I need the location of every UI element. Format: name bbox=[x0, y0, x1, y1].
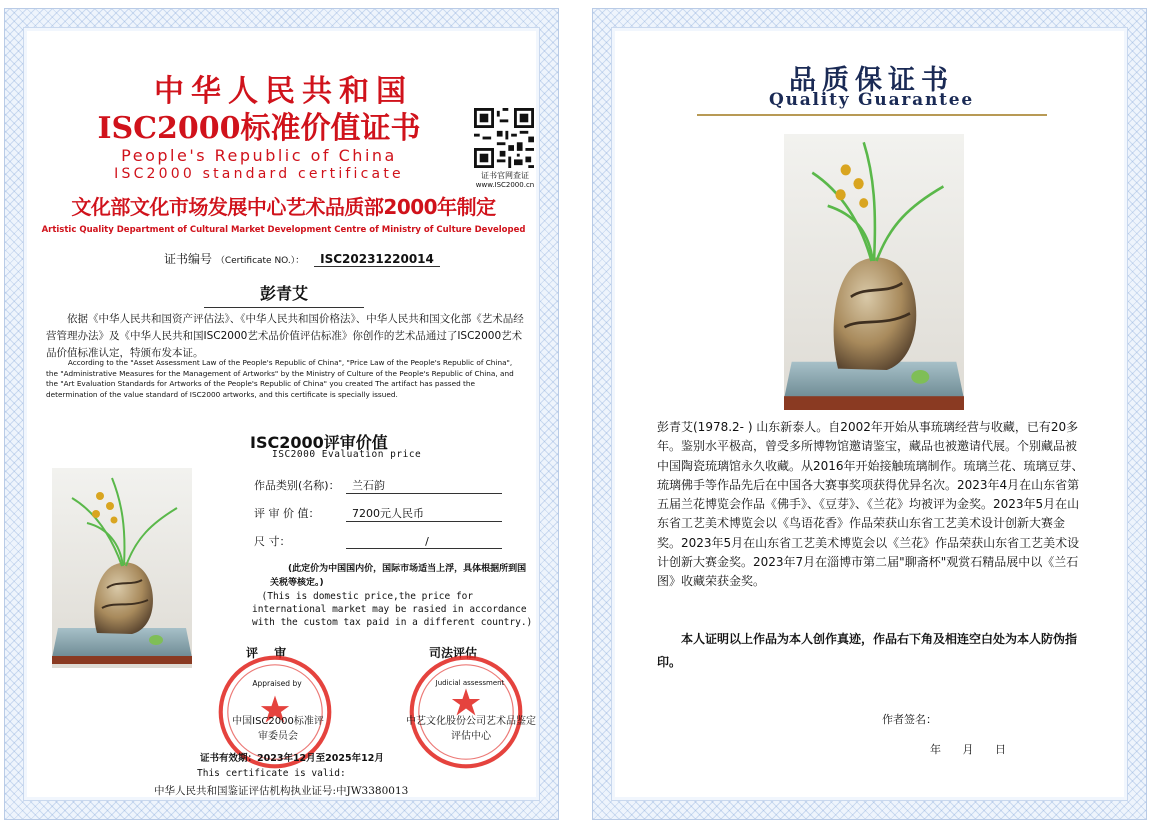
certificate-inner-panel bbox=[23, 27, 540, 801]
certificate-holder-name: 彭青艾 bbox=[204, 281, 364, 308]
field-label: 尺 寸： bbox=[254, 535, 291, 548]
certificate-number-label-en: （Certificate NO.）： bbox=[215, 256, 305, 266]
field-label: 评 审 价 值： bbox=[254, 507, 320, 520]
evaluation-title: ISC2000评审价值 bbox=[250, 433, 388, 452]
review-committee-name: 中国ISC2000标准评审委员会 bbox=[232, 716, 324, 742]
field-value: / bbox=[346, 535, 502, 549]
field-evaluated-value bbox=[254, 505, 502, 522]
certificate-number-value: ISC20231220014 bbox=[314, 252, 440, 267]
quality-guarantee-page bbox=[592, 8, 1147, 820]
price-note-en: (This is domestic price,the price for international market may be rasied in accordance with the custom tax paid in a different country.) bbox=[252, 591, 533, 628]
guarantee-title-cn: 品质保证书 bbox=[789, 65, 954, 96]
artwork-photo bbox=[52, 468, 192, 668]
authenticity-statement: 本人证明以上作品为本人创作真迹，作品右下角及相连空白处为本人防伪指印。 bbox=[657, 632, 1078, 669]
certificate-body-en: According to the "Asset Assessment Law of the People's Republic of China", "Price Law of the People's Republic of China", the "Administrative Measures for the Management of Artworks" by the Ministry of Culture of the People's Republic of China, and the "Art Evaluation Standards for Artworks of the People's Republic of China" you created The artifact has passed the determination of the value standard of ISC2000 artworks, and this certificate is specially issued. bbox=[46, 358, 514, 399]
field-dimensions bbox=[254, 533, 502, 549]
field-value: 7200元人民币 bbox=[346, 505, 502, 522]
field-label: 作品类别(名称)： bbox=[254, 479, 340, 492]
review-label: 评 审 bbox=[246, 646, 293, 660]
assessment-center-name: 中艺文化股份公司艺术品鉴定评估中心 bbox=[406, 716, 536, 742]
judicial-assessment-label: 司法评估 bbox=[429, 646, 478, 660]
title-divider bbox=[697, 114, 1047, 116]
date-label: 年 月 日 bbox=[930, 743, 1006, 756]
guarantee-title-en: Quality Guarantee bbox=[768, 90, 975, 110]
certificate-title-en: People's Republic of China bbox=[121, 146, 397, 165]
artwork-photo-large bbox=[784, 134, 964, 410]
signature-label: 作者签名： bbox=[882, 713, 937, 726]
license-number: 中华人民共和国鉴证评估机构执业证号:中JW3380013 bbox=[154, 785, 409, 797]
certificate-body-cn: 依据《中华人民共和国资产评估法》、《中华人民共和国价格法》、中华人民共和国文化部《艺术品经营管理办法》及《中华人民共和国ISC2000艺术品价值评估标准》你创作的艺术品通过了ISC2000艺术品价值标准认定，特颁布发本证。 bbox=[46, 313, 524, 359]
evaluation-subtitle: ISC2000 Evaluation price bbox=[272, 449, 422, 460]
assessment-center-seal-icon bbox=[407, 653, 525, 771]
qr-code-label: 证书官网查证 bbox=[481, 171, 529, 180]
guarantee-inner-panel bbox=[611, 27, 1128, 801]
artist-biography: 彭青艾(1978.2- ) 山东新泰人。自2002年开始从事琉璃经营与收藏，已有20多年。鉴别水平极高，曾受多所博物馆邀请鉴宝，藏品也被邀请代展。个别藏品被中国陶瓷琉璃馆永久收藏。从2016年开始接触琉璃制作。琉璃兰花、琉璃豆芽、琉璃佛手等作品先后在中国各大赛事奖项获得优异名次。2023年4月在山东省第五届兰花博览会作品《佛手》、《豆芽》、《兰花》均被评为金奖。2023年5月在山东省工艺美术博览会以《鸟语花香》作品荣获山东省工艺美术设计创新大赛金奖。2023年5月在山东省工艺美术博览会以《兰花》作品荣获山东省工艺美术设计创新大赛金奖。2023年7月在淄博市第二届"聊斋杯"观赏石精品展中以《兰石图》收藏荣获金奖。 bbox=[657, 420, 1084, 589]
judicial-assessment-label-en: Judicial assessment bbox=[435, 679, 505, 687]
validity-period: 证书有效期：2023年12月至2025年12月 bbox=[200, 753, 384, 764]
value-certificate-page bbox=[4, 8, 559, 820]
qr-code-icon bbox=[474, 108, 534, 168]
price-note-cn: (此定价为中国国内价，国际市场适当上浮，具体根据所到国关税等核定。) bbox=[270, 564, 527, 588]
certificate-subtitle-en: ISC2000 standard certificate bbox=[114, 166, 404, 182]
certificate-number-label: 证书编号 bbox=[164, 252, 213, 266]
validity-period-en: This certificate is valid: bbox=[197, 768, 346, 779]
department-title-en: Artistic Quality Department of Cultural Market Development Centre of Ministry of Culture Developed bbox=[41, 225, 526, 235]
field-artwork-name bbox=[254, 477, 502, 494]
certificate-number-row bbox=[164, 250, 440, 267]
certificate-title-isc: ISC2000标准价值证书 bbox=[97, 111, 421, 146]
qr-code-url: www.ISC2000.cn bbox=[475, 181, 535, 189]
field-value: 兰石韵 bbox=[346, 477, 502, 494]
certificate-title-cn: 中华人民共和国 bbox=[154, 74, 413, 109]
appraised-by-label: Appraised by bbox=[252, 679, 302, 688]
department-title-cn: 文化部文化市场发展中心艺术品质部2000年制定 bbox=[71, 195, 496, 219]
